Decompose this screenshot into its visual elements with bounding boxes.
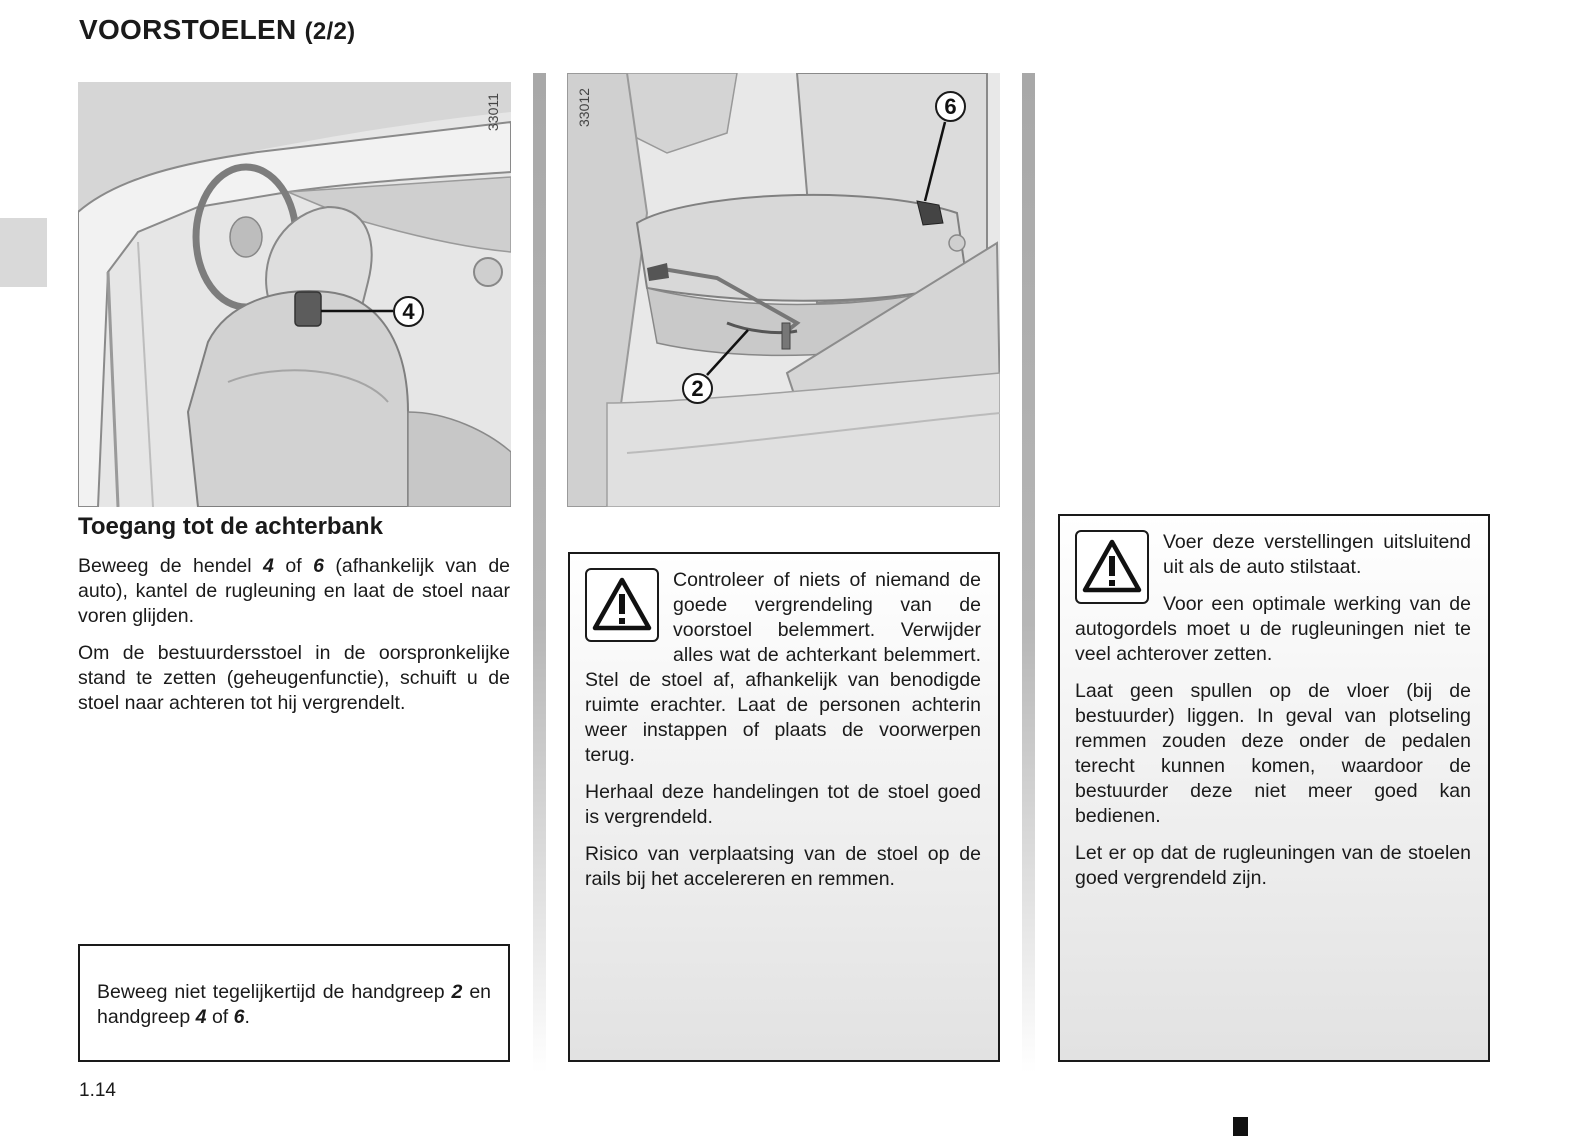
warning-right-p1: Voer deze verstellingen uitsluitend uit als de auto stilstaat. bbox=[1163, 531, 1471, 578]
figure-code-middle: 33012 bbox=[576, 88, 592, 127]
page-title-main: VOORSTOELEN bbox=[79, 14, 297, 45]
figure-car-interior-illustration bbox=[78, 82, 511, 507]
text-run: of bbox=[206, 1006, 234, 1028]
note-box bbox=[78, 944, 510, 1062]
warning-right-p4: Let er op dat de rugleuningen van de stoelen goed vergrendeld zijn. bbox=[1075, 842, 1471, 889]
text-run: Beweeg niet tegelijkertijd de handgreep bbox=[97, 981, 452, 1003]
warning-middle-p2: Herhaal deze handelingen tot de stoel goed is vergrendeld. bbox=[585, 781, 981, 828]
warning-box-right-text bbox=[1075, 530, 1471, 891]
ref-6: 6 bbox=[313, 555, 324, 577]
warning-triangle-icon bbox=[585, 568, 659, 642]
figure-seat-levers bbox=[567, 73, 1000, 507]
figure-car-interior bbox=[78, 82, 511, 507]
page-number: 1.14 bbox=[79, 1080, 116, 1101]
section-heading: Toegang tot de achterbank bbox=[78, 513, 383, 540]
text-run: . bbox=[244, 1006, 250, 1028]
warning-right-p2: Voor een optimale werking van de autogordels moet u de rugleuningen niet te veel achterover zetten. bbox=[1075, 593, 1471, 665]
chapter-tab bbox=[0, 218, 47, 287]
page-title-sub: (2/2) bbox=[304, 18, 356, 45]
figure-seat-levers-illustration bbox=[567, 73, 1000, 507]
text-run: (afhankelijk van de auto), kantel de rugleuning en laat de stoel naar voren glijden. bbox=[78, 555, 511, 627]
callout-4: 4 bbox=[393, 296, 424, 327]
warning-box-middle bbox=[568, 552, 1000, 1062]
warning-box-right bbox=[1058, 514, 1490, 1062]
column-divider-left bbox=[533, 73, 546, 1073]
warning-middle-p1: Controleer of niets of niemand de goede vergrendeling van de voorstoel belemmert. Verwijder alles wat de achterkant belemmert. Stel de stoel af, afhankelijk van benodigde ruimte erachter. Laat de personen achterin weer instappen of plaats de voorwerpen terug. bbox=[585, 569, 981, 766]
ref-2: 2 bbox=[451, 981, 463, 1003]
section-body bbox=[78, 554, 510, 728]
page-title bbox=[79, 14, 355, 46]
warning-box-middle-text bbox=[585, 568, 981, 892]
warning-triangle-icon bbox=[1075, 530, 1149, 604]
warning-right-p3: Laat geen spullen op de vloer (bij de bestuurder) liggen. In geval van plotseling remmen zouden deze onder de pedalen terecht kunnen komen, waardoor de bestuurder deze niet meer goed kan bedienen. bbox=[1075, 680, 1471, 827]
section-paragraph-2: Om de bestuurdersstoel in de oorspronkelijke stand te zetten (geheugenfunctie), schuift u de stoel naar achteren tot hij vergrendelt. bbox=[78, 642, 510, 714]
ref-4: 4 bbox=[263, 555, 274, 577]
ref-6: 6 bbox=[233, 1006, 245, 1028]
column-divider-right bbox=[1022, 73, 1035, 1073]
figure-code-left: 33011 bbox=[485, 93, 501, 131]
end-of-section-mark bbox=[1233, 1117, 1248, 1136]
callout-2: 2 bbox=[682, 373, 713, 404]
warning-middle-p3: Risico van verplaatsing van de stoel op de rails bij het accelereren en remmen. bbox=[585, 843, 981, 890]
text-run: of bbox=[273, 555, 314, 577]
text-run: Beweeg de hendel bbox=[78, 555, 264, 577]
ref-4: 4 bbox=[195, 1006, 207, 1028]
note-box-text bbox=[97, 980, 491, 1030]
section-paragraph-1 bbox=[78, 554, 510, 629]
text-run: en handgreep bbox=[97, 981, 492, 1028]
callout-6: 6 bbox=[935, 91, 966, 122]
